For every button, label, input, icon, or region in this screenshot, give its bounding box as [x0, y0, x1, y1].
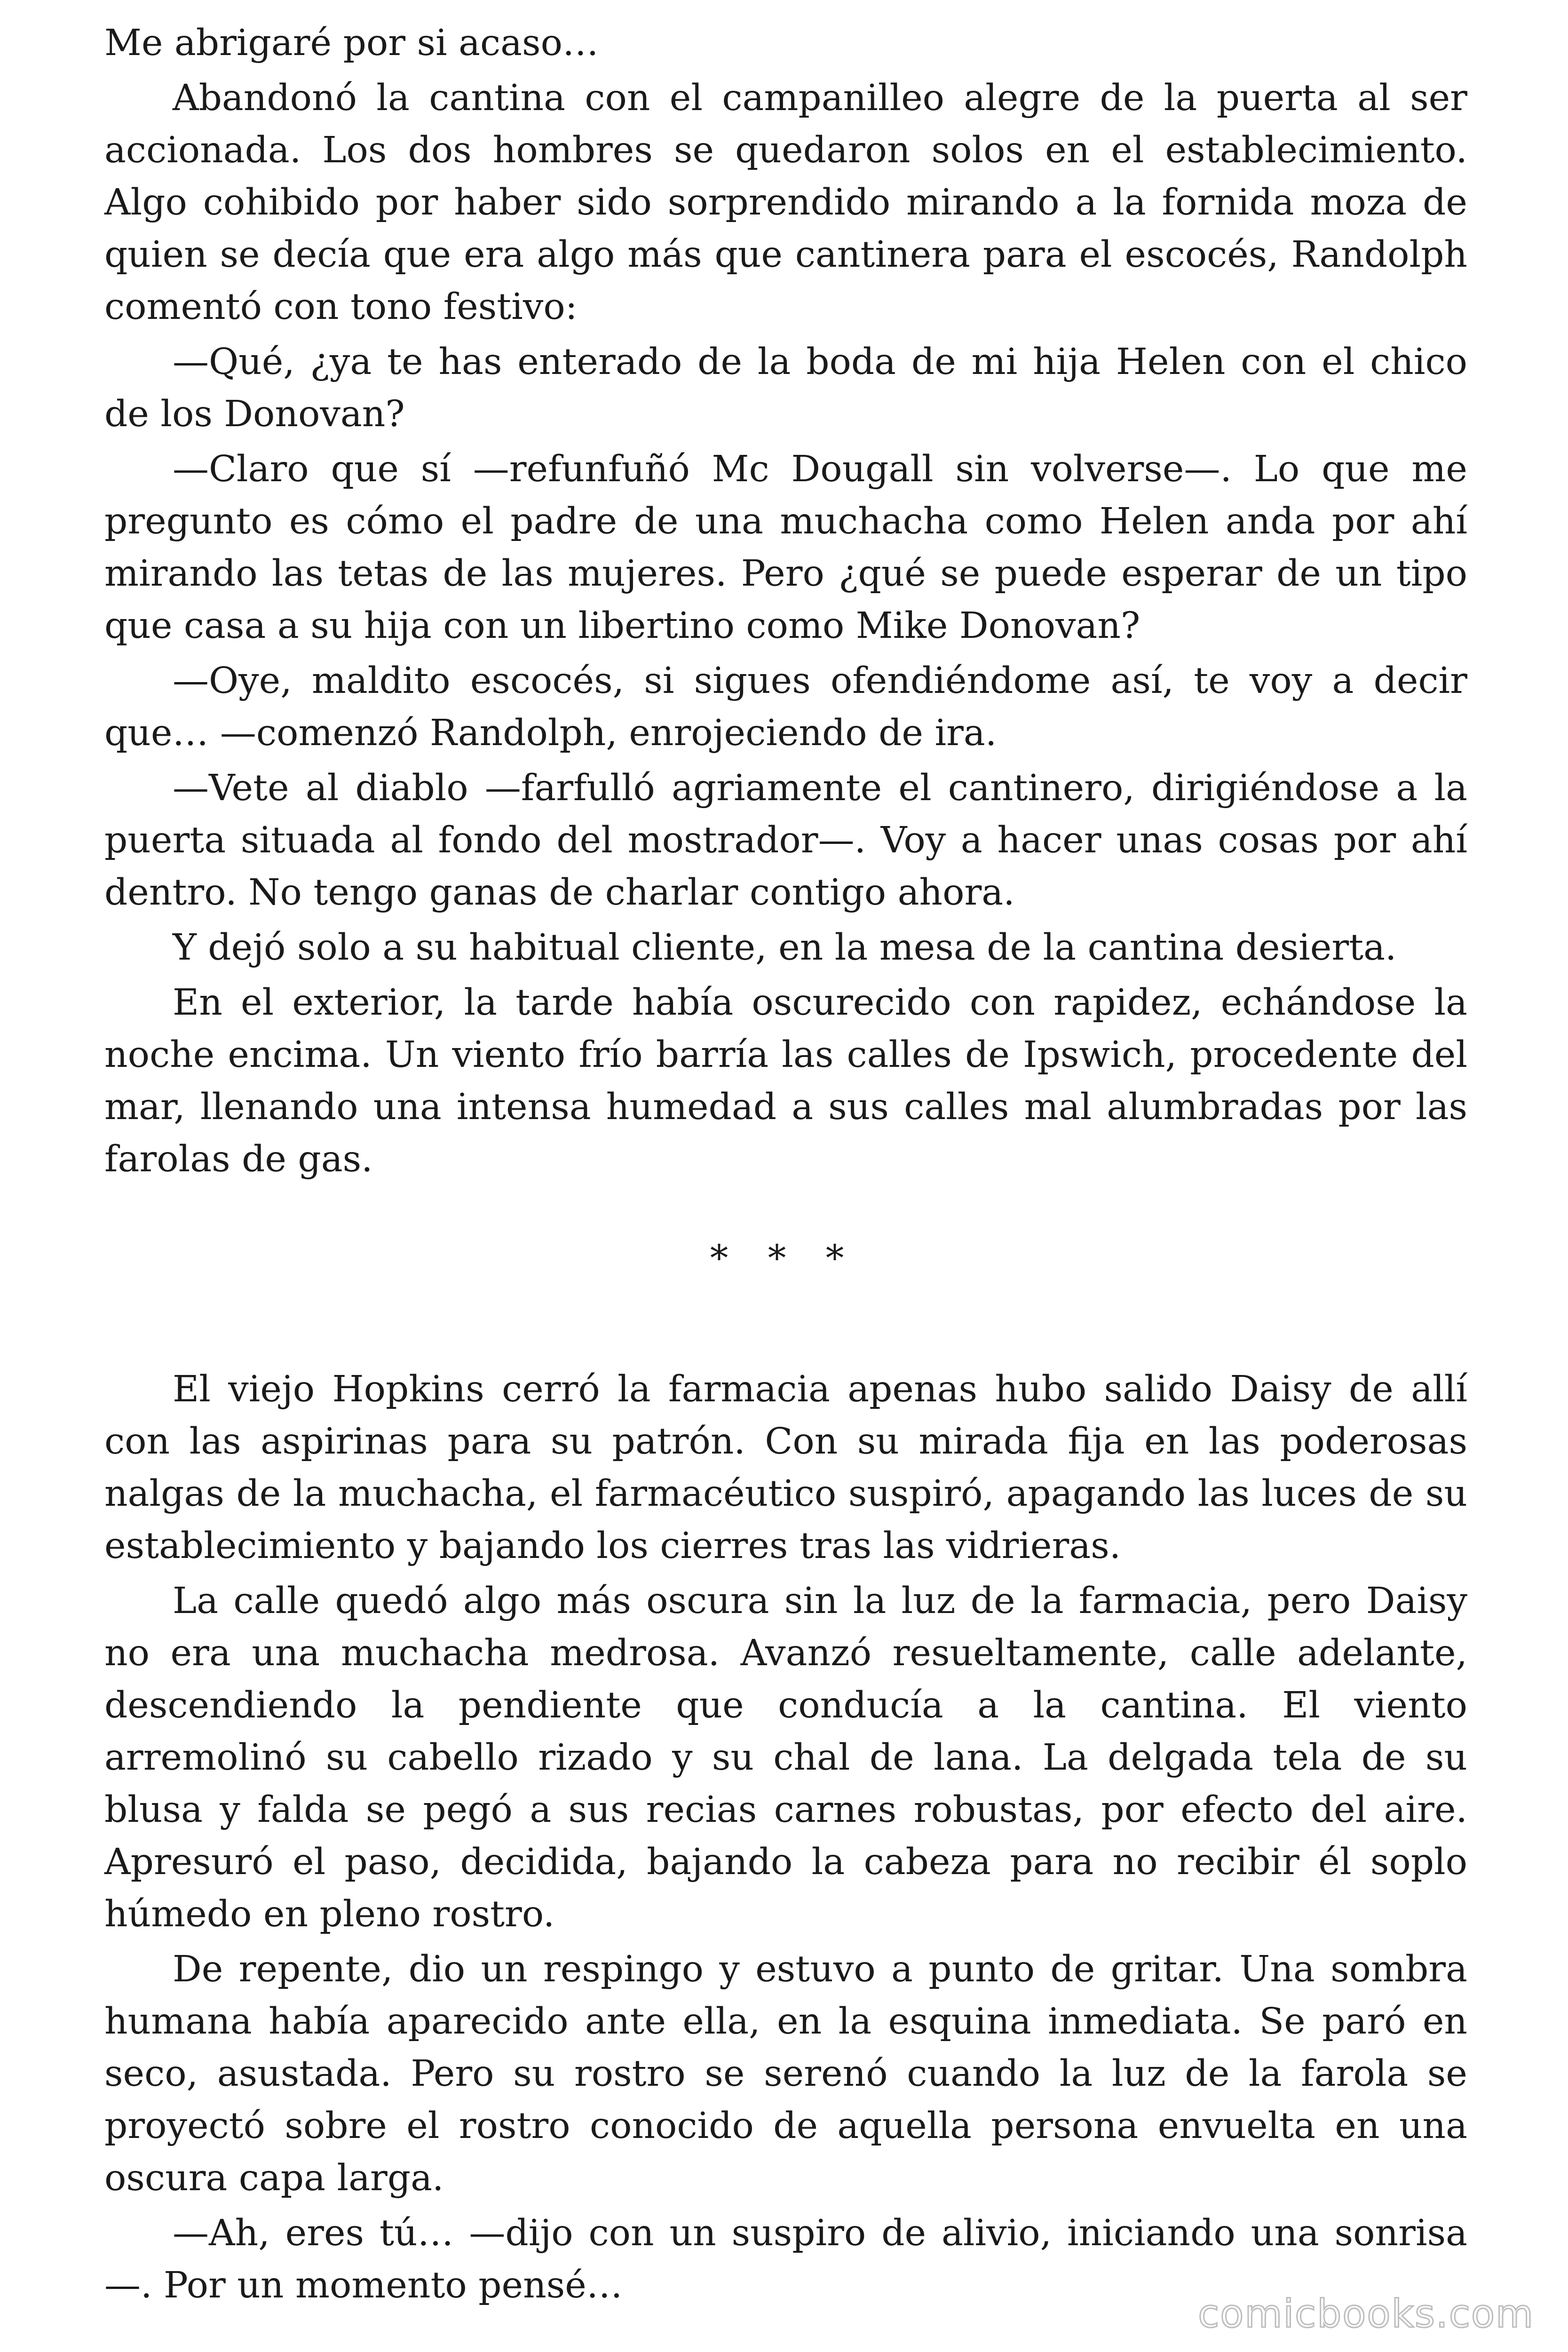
paragraph: En el exterior, la tarde había oscurecido con rapidez, echándose la noche encima. Un viento frío barría las calles de Ipswich, procedente del mar, llenando una intensa humedad a sus calles mal alumbradas por las farolas de gas. — [104, 982, 1467, 1180]
paragraph: Me abrigaré por si acaso… — [104, 22, 599, 64]
paragraph: Abandonó la cantina con el campanilleo alegre de la puerta al ser accionada. Los dos hombres se quedaron solos en el establecimiento. Algo cohibido por haber sido sorprendido mirando a la fornida moza de quien se decía que era algo más que cantinera para el escocés, Randolph comentó con tono festivo: — [104, 77, 1467, 328]
paragraph: —Claro que sí —refunfuñó Mc Dougall sin volverse—. Lo que me pregunto es cómo el padre de una muchacha como Helen anda por ahí mirando las tetas de las mujeres. Pero ¿qué se puede esperar de un tipo que casa a su hija con un libertino como Mike Donovan? — [104, 448, 1467, 647]
paragraph: —Vete al diablo —farfulló agriamente el cantinero, dirigiéndose a la puerta situada al fondo del mostrador—. Voy a hacer unas cosas por ahí dentro. No tengo ganas de charlar contigo ahora. — [104, 767, 1467, 914]
paragraph: El viejo Hopkins cerró la farmacia apenas hubo salido Daisy de allí con las aspirinas para su patrón. Con su mirada fija en las poderosas nalgas de la muchacha, el farmacéutico suspiró, apagando las luces de su establecimiento y bajando los cierres tras las vidrieras. — [104, 1368, 1467, 1567]
section-separator: * * * — [710, 1238, 858, 1279]
paragraph: —Oye, maldito escocés, si sigues ofendiéndome así, te voy a decir que… —comenzó Randolph, enrojeciendo de ira. — [104, 660, 1467, 754]
watermark-logo: comicbooks.com — [1198, 2292, 1534, 2336]
text-block-top — [104, 17, 1467, 1188]
paragraph: La calle quedó algo más oscura sin la luz de la farmacia, pero Daisy no era una muchacha medrosa. Avanzó resueltamente, calle adelante, descendiendo la pendiente que conducía a la cantina. El viento arremolinó su cabello rizado y su chal de lana. La delgada tela de su blusa y falda se pegó a sus recias carnes robustas, por efecto del aire. Apresuró el paso, decidida, bajando la cabeza para no recibir él soplo húmedo en pleno rostro. — [104, 1580, 1467, 1935]
paragraph: —Ah, eres tú… —dijo con un suspiro de alivio, iniciando una sonrisa—. Por un momento pensé… — [104, 2212, 1467, 2306]
text-block-bottom — [104, 1363, 1467, 2314]
paragraph: De repente, dio un respingo y estuvo a punto de gritar. Una sombra humana había aparecido ante ella, en la esquina inmediata. Se paró en seco, asustada. Pero su rostro se serenó cuando la luz de la farola se proyectó sobre el rostro conocido de aquella persona envuelta en una oscura capa larga. — [104, 1948, 1467, 2199]
paragraph: —Qué, ¿ya te has enterado de la boda de mi hija Helen con el chico de los Donovan? — [104, 341, 1467, 435]
paragraph: Y dejó solo a su habitual cliente, en la mesa de la cantina desierta. — [173, 927, 1397, 969]
